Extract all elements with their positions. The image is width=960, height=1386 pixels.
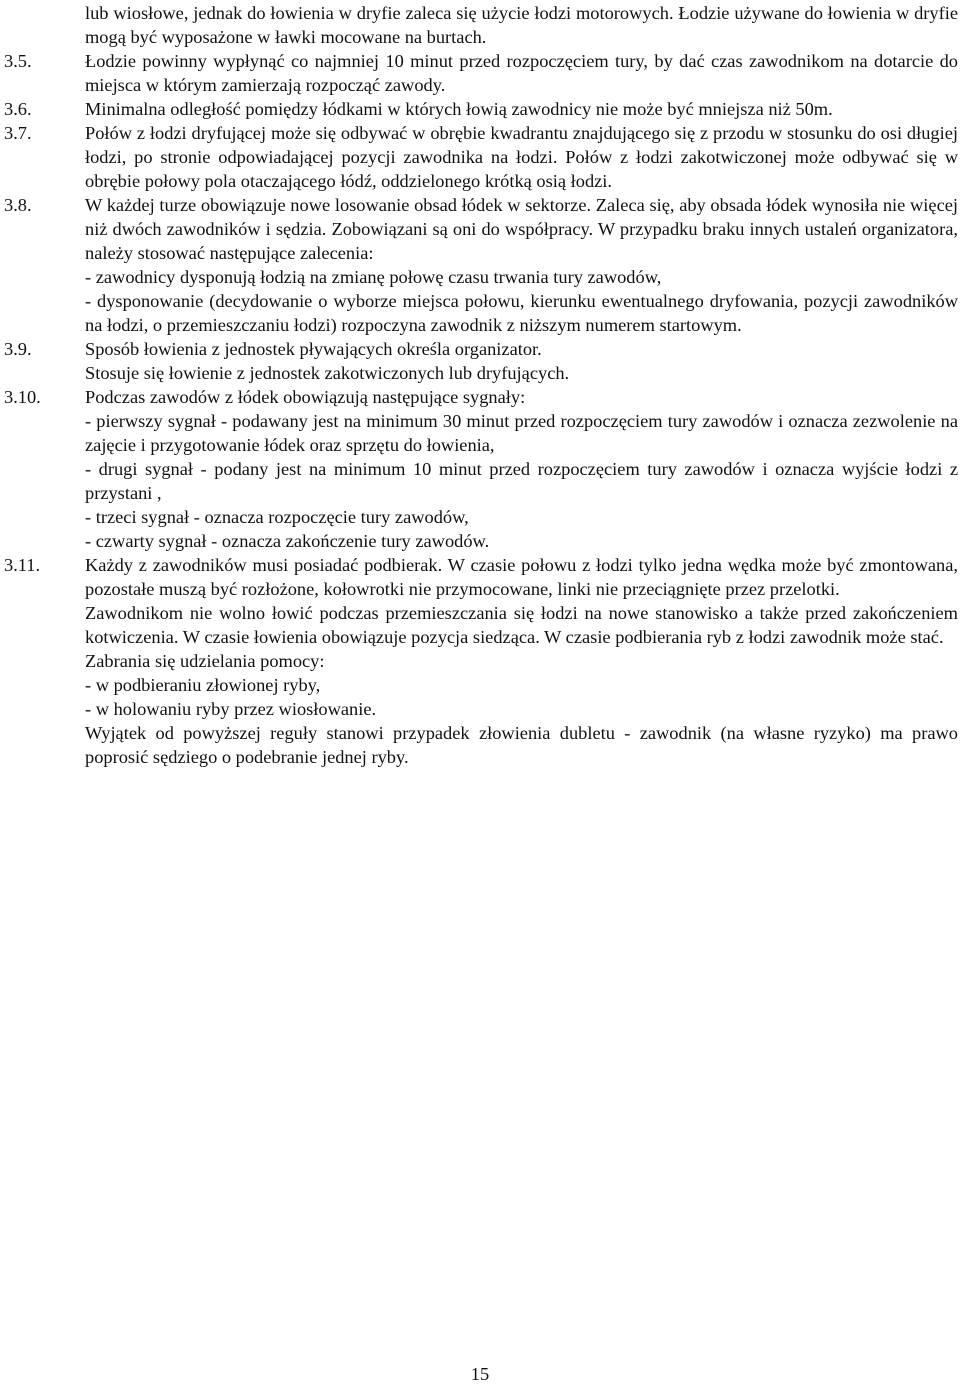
section-number: 3.11.: [4, 555, 41, 575]
intro-paragraph: lub wiosłowe, jednak do łowienia w dryfie zaleca się użycie łodzi motorowych. Łodzie używane do łowienia w dryfie mogą być wyposażone w ławki mocowane na burtach.: [85, 3, 958, 47]
section-paragraph: Każdy z zawodników musi posiadać podbierak. W czasie połowu z łodzi tylko jedna wędka może być zmontowana, pozostałe muszą być rozłożone, kołowrotki nie przymocowane, linki nie przeciągnięte przez przelotki.: [85, 555, 958, 599]
section-paragraph: - w podbieraniu złowionej ryby,: [85, 675, 321, 695]
section-number: 3.5.: [4, 51, 32, 71]
section-number: 3.6.: [4, 99, 32, 119]
section-paragraph: Minimalna odległość pomiędzy łódkami w których łowią zawodnicy nie może być mniejsza niż 50m.: [85, 99, 833, 119]
section-number: 3.9.: [4, 339, 32, 359]
section-number: 3.8.: [4, 195, 32, 215]
section-3-5: [0, 49, 960, 97]
section-paragraph: - zawodnicy dysponują łodzią na zmianę połowę czasu trwania tury zawodów,: [85, 267, 662, 287]
section-3-7: [0, 121, 960, 193]
section-paragraph: - w holowaniu ryby przez wiosłowanie.: [85, 699, 377, 719]
section-paragraph: Połów z łodzi dryfującej może się odbywać w obrębie kwadrantu znajdującego się z przodu w stosunku do osi długiej łodzi, po stronie odpowiadającej pozycji zawodnika na łodzi. Połów z łodzi zakotwiczonej może odbywać się w obrębie połowy pola otaczającego łódź, oddzielonego krótką osią łodzi.: [85, 123, 958, 191]
section-3-10: [0, 385, 960, 553]
section-3-8: [0, 193, 960, 337]
section-paragraph: - czwarty sygnał - oznacza zakończenie tury zawodów.: [85, 531, 490, 551]
section-paragraph: - trzeci sygnał - oznacza rozpoczęcie tury zawodów,: [85, 507, 469, 527]
section-paragraph: - drugi sygnał - podany jest na minimum 10 minut przed rozpoczęciem tury zawodów i oznacza wyjście łodzi z przystani ,: [85, 459, 958, 503]
page-number: 15: [470, 1364, 490, 1384]
intro-continuation: [0, 1, 960, 49]
section-paragraph: Łodzie powinny wypłynąć co najmniej 10 minut przed rozpoczęciem tury, by dać czas zawodnikom na dotarcie do miejsca w którym zamierzają rozpocząć zawody.: [85, 51, 958, 95]
section-paragraph: Zabrania się udzielania pomocy:: [85, 651, 325, 671]
section-paragraph: Wyjątek od powyższej reguły stanowi przypadek złowienia dubletu - zawodnik (na własne ryzyko) ma prawo poprosić sędziego o podebranie jednej ryby.: [85, 723, 958, 767]
section-3-9: [0, 337, 960, 385]
section-paragraph: W każdej turze obowiązuje nowe losowanie obsad łódek w sektorze. Zaleca się, aby obsada łódek wynosiła nie więcej niż dwóch zawodników i sędzia. Zobowiązani są oni do współpracy. W przypadku braku innych ustaleń organizatora, należy stosować następujące zalecenia:: [85, 195, 958, 263]
section-paragraph: Sposób łowienia z jednostek pływających określa organizator.: [85, 339, 542, 359]
section-number: 3.7.: [4, 123, 32, 143]
section-paragraph: - dysponowanie (decydowanie o wyborze miejsca połowu, kierunku ewentualnego dryfowania, pozycji zawodników na łodzi, o przemieszczaniu łodzi) rozpoczyna zawodnik z niższym numerem startowym.: [85, 291, 958, 335]
section-paragraph: Podczas zawodów z łódek obowiązują następujące sygnały:: [85, 387, 526, 407]
section-3-11: [0, 553, 960, 769]
section-number: 3.10.: [4, 387, 41, 407]
sections-list: [0, 49, 960, 769]
document-body: [0, 1, 960, 769]
section-3-6: [0, 97, 960, 121]
section-paragraph: Stosuje się łowienie z jednostek zakotwiczonych lub dryfujących.: [85, 363, 570, 383]
section-paragraph: - pierwszy sygnał - podawany jest na minimum 30 minut przed rozpoczęciem tury zawodów i oznacza zezwolenie na zajęcie i przygotowanie łódek oraz sprzętu do łowienia,: [85, 411, 958, 455]
section-paragraph: Zawodnikom nie wolno łowić podczas przemieszczania się łodzi na nowe stanowisko a także przed zakończeniem kotwiczenia. W czasie łowienia obowiązuje pozycja siedząca. W czasie podbierania ryb z łodzi zawodnik może stać.: [85, 603, 958, 647]
